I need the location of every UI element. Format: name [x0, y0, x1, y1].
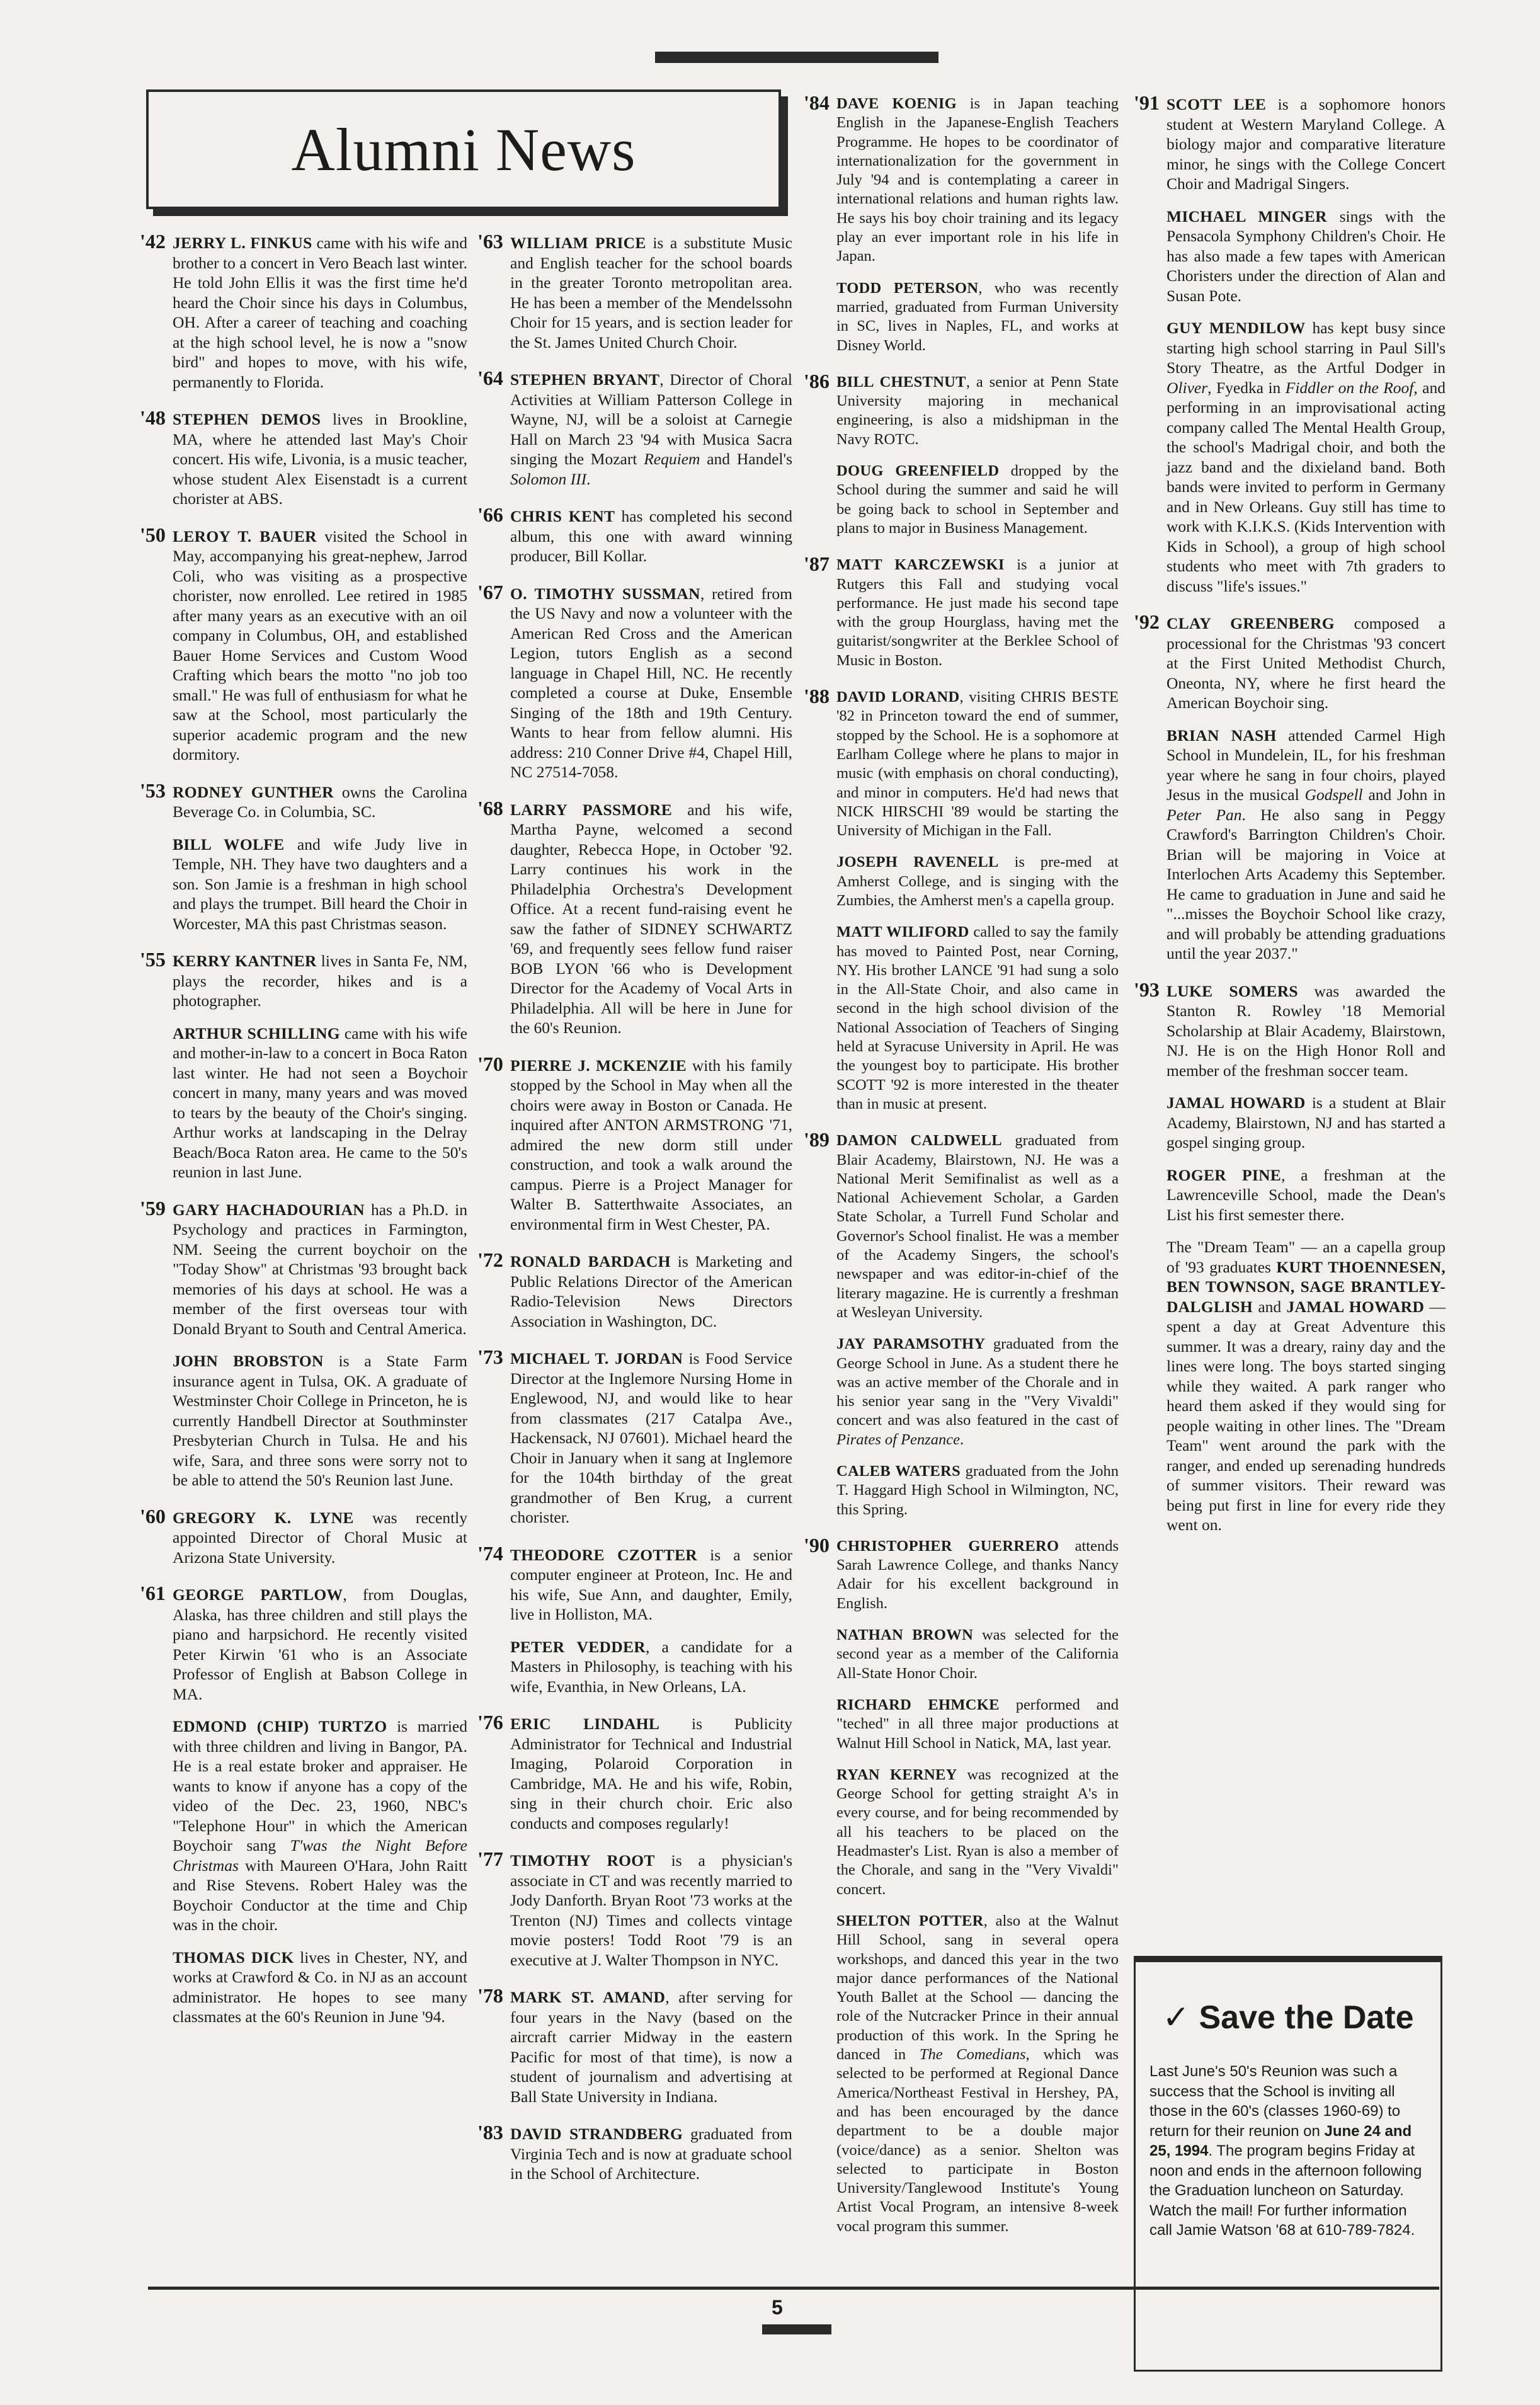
footer-rule: [148, 2287, 1439, 2290]
alumnus-name: DAVID STRANDBERG: [510, 2125, 683, 2143]
column-3: [804, 91, 1119, 2254]
alumni-note: [173, 951, 467, 1011]
alumnus-name: DAVE KOENIG: [836, 95, 957, 112]
alumni-note: [173, 233, 467, 392]
body-text: came with his wife and mother-in-law to a concert in Boca Raton last winter. He had not seen a Boychoir concert in many, many years and was moved to tears by the beauty of the Choir's singing. Arthur works at landscaping in the Delray Beach/Boca Raton area. He came to the 50's reunion in last June.: [173, 1024, 467, 1181]
title-text: Oliver: [1166, 378, 1208, 397]
body-text: is a physician's associate in CT and was recently married to Jody Danforth. Bryan Root '73 works at the Trenton (NJ) Times and collects vintage movie posters! Todd Root '79 is an executive at J. Walter Thompson in NYC.: [510, 1851, 792, 1969]
class-entry: [804, 552, 1119, 670]
body-text: with Maureen O'Hara, John Raitt and Rise Stevens. Robert Haley was the Boychoir Conductor at the time and Chip was in the choir.: [173, 1856, 467, 1934]
body-text: , Fyedka in: [1207, 378, 1286, 397]
body-text: attends Sarah Lawrence College, and thanks Nancy Adair for his excellent background in English.: [836, 1537, 1119, 1612]
class-year: '88: [804, 685, 830, 708]
alumnus-name: STEPHEN DEMOS: [173, 410, 321, 428]
alumnus-name: ARTHUR SCHILLING: [173, 1024, 340, 1043]
class-year: '78: [477, 1984, 503, 2007]
class-entry: [477, 230, 792, 352]
class-entry: [140, 1196, 468, 1490]
alumnus-name: KERRY KANTNER: [173, 952, 317, 970]
alumnus-name: JOHN BROBSTON: [173, 1352, 324, 1370]
class-year: '92: [1134, 610, 1160, 633]
alumni-note: [510, 2124, 792, 2184]
alumni-note: [836, 1131, 1119, 1322]
class-entry: [804, 685, 1119, 1114]
body-text: was awarded the Stanton R. Rowley '18 Memorial Scholarship at Blair Academy, Blairstown, NJ. He is on the High Honor Roll and member of the freshman soccer team.: [1166, 981, 1446, 1080]
alumni-note: [836, 1537, 1119, 1613]
alumni-note: [836, 853, 1119, 910]
alumni-note: [836, 1696, 1119, 1753]
body-text: was selected for the second year as a member of the California All-State Honor Choir.: [836, 1626, 1119, 1682]
body-text: performed and "teched" in all three major productions at Walnut Hill School in Natick, MA, last year.: [836, 1696, 1119, 1752]
body-text: and John in: [1362, 785, 1446, 804]
body-text: , who was recently married, graduated from Furman University in SC, lives in Naples, FL, and works at Disney World.: [836, 279, 1119, 354]
alumnus-name: MATT KARCZEWSKI: [836, 556, 1005, 574]
class-year: '48: [140, 406, 166, 429]
class-year: '59: [140, 1196, 166, 1220]
body-text: , from Douglas, Alaska, has three children and still plays the piano and harpsichord. He recently visited Peter Kirwin '61 who is an Associate Professor of English at Babson College in MA.: [173, 1585, 468, 1703]
alumnus-name: ROGER PINE: [1166, 1165, 1282, 1184]
body-text: . The program begins Friday at noon and ends in the afternoon following the Graduation luncheon on Saturday. Watch the mail! For further information call Jamie Watson '68 at 610-789-7824.: [1149, 2142, 1422, 2239]
body-text: lives in Chester, NY, and works at Crawford & Co. in NJ as an account administrator. He hopes to see many classmates at the 60's Reunion in June '94.: [173, 1948, 468, 2026]
title-text: Requiem: [644, 450, 700, 468]
class-year: '50: [140, 523, 166, 546]
class-year: '64: [477, 367, 503, 389]
date-text: June 24 and 25, 1994: [1149, 2122, 1412, 2159]
title-text: Fiddler on the Roof: [1285, 378, 1414, 397]
body-text: , a candidate for a Masters in Philosophy, is teaching with his wife, Evanthia, in New Orleans, LA.: [510, 1637, 792, 1696]
page-title: Alumni News: [291, 115, 636, 183]
body-text: was recently appointed Director of Choral Music at Arizona State University.: [173, 1508, 467, 1567]
class-entry: [477, 1052, 792, 1235]
alumnus-name: MARK ST. AMAND: [510, 1988, 666, 2006]
title-text: The Comedians: [919, 2046, 1026, 2064]
alumni-note: [1166, 318, 1446, 596]
alumnus-name: BRIAN NASH: [1166, 726, 1277, 745]
alumni-note: [510, 584, 792, 782]
class-entry: [477, 503, 792, 566]
alumnus-name: DOUG GREENFIELD: [836, 462, 1000, 480]
alumni-note: [510, 1714, 792, 1833]
alumnus-name: RODNEY GUNTHER: [173, 782, 334, 801]
alumnus-name: JAMAL HOWARD: [1286, 1297, 1425, 1316]
checkmark-icon: ✓: [1162, 1999, 1190, 2036]
alumni-note: [1166, 1237, 1446, 1535]
alumnus-name: NATHAN BROWN: [836, 1626, 974, 1644]
alumnus-name: RICHARD EHMCKE: [836, 1696, 1000, 1713]
alumni-note: [173, 1200, 467, 1339]
body-text: is a student at Blair Academy, Blairstown, NJ and has started a gospel singing group.: [1166, 1094, 1446, 1151]
alumni-note: [1166, 94, 1446, 194]
body-text: owns the Carolina Beverage Co. in Columbia, SC.: [173, 782, 467, 821]
class-year: '63: [477, 230, 503, 253]
body-text: . He also sang in Peggy Crawford's Barrington Children's Choir. Brian will be majoring in Voice at Interlochen Arts Academy this September. He came to graduation in June and said he "...misses the Boychoir School like crazy, and will probably be attending graduations until the year 2037.": [1166, 805, 1446, 963]
body-text: , retired from the US Navy and now a volunteer with the American Red Cross and the American Legion, tutors English as a second language in Chapel Hill, NC. He recently completed a course at Duke, Ensemble Singing of the 18th and 19th Century. Wants to hear from fellow alumni. His address: 210 Conner Drive #4, Chapel Hill, NC 27514-7058.: [510, 584, 793, 781]
body-text: and Handel's: [700, 450, 792, 468]
alumni-note: [510, 1545, 792, 1625]
class-year: '72: [477, 1248, 503, 1271]
alumni-note: [1166, 981, 1446, 1081]
alumnus-name: JERRY L. FINKUS: [173, 234, 312, 252]
alumnus-name: GREGORY K. LYNE: [173, 1508, 354, 1527]
body-text: graduated from Virginia Tech and is now at graduate school in the School of Architecture.: [510, 2125, 792, 2183]
body-text: .: [586, 469, 591, 488]
alumni-note: [510, 1252, 792, 1331]
body-text: attended Carmel High School in Mundelein, IL, for his freshman year where he sang in four choirs, played Jesus in the musical: [1166, 726, 1446, 804]
class-entry: [804, 369, 1119, 538]
alumnus-name: BILL CHESTNUT: [836, 373, 966, 391]
body-text: The "Dream Team" — an a capella group of '93 graduates: [1166, 1238, 1446, 1276]
alumnus-name: O. TIMOTHY SUSSMAN: [510, 584, 700, 603]
body-text: graduated from the George School in June. As a student there he was an active member of the Chorale and in his senior year sang in the "Very Vivaldi" concert and was also featured in the cast of: [836, 1335, 1119, 1429]
class-year: '87: [804, 552, 830, 576]
alumni-note: [173, 527, 467, 765]
class-year: '93: [1134, 978, 1160, 1001]
alumnus-name: MATT WILIFORD: [836, 923, 969, 941]
body-text: , also at the Walnut Hill School, sang in several opera workshops, and danced this year in the two major dance performances of the National Youth Ballet at the School — dancing the role of the Nutcracker Prince in their annual production of this work. In the Spring he danced in: [836, 1912, 1119, 2064]
body-text: — spent a day at Great Adventure this summer. It was a dreary, rainy day and the lines were long. The boys started singing while they waited. A park ranger who heard them asked if they would sing for people waiting in other lines. The "Dream Team" went around the park with the ranger, and ended up serenading hundreds of summer visitors. Their reward was being put first in line for every ride they went on.: [1166, 1297, 1446, 1534]
body-text: is a senior computer engineer at Proteon, Inc. He and his wife, Sue Ann, and daughter, Emily, live in Holliston, MA.: [510, 1545, 792, 1623]
alumnus-name: SHELTON POTTER: [836, 1912, 984, 1929]
body-text: graduated from the John T. Haggard High School in Wilmington, NC, this Spring.: [836, 1463, 1119, 1518]
column-4: [1134, 91, 1446, 1553]
alumnus-name: JAY PARAMSOTHY: [836, 1335, 986, 1353]
class-year: '77: [477, 1848, 503, 1870]
class-entry: [477, 2121, 792, 2184]
alumnus-name: CHRISTOPHER GUERRERO: [836, 1537, 1059, 1555]
alumni-note: [510, 233, 792, 352]
body-text: , a senior at Penn State University majoring in mechanical engineering, is also a midshipman in the Navy ROTC.: [836, 373, 1119, 448]
alumnus-name: PETER VEDDER: [510, 1637, 646, 1656]
alumnus-name: JAMAL HOWARD: [1166, 1094, 1306, 1112]
alumni-note: [173, 1508, 467, 1568]
save-the-date-heading: Save the Date: [1199, 1999, 1414, 2036]
body-text: sings with the Pensacola Symphony Children's Choir. He has also made a few tapes with American Choristers under the direction of Alan and Susan Pote.: [1166, 207, 1446, 305]
body-text: lives in Brookline, MA, where he attended last May's Choir concert. His wife, Livonia, is a music teacher, whose student Alex Eisenstadt is a current chorister at ABS.: [173, 410, 467, 508]
alumni-note: [836, 279, 1119, 355]
alumnus-name: EDMOND (CHIP) TURTZO: [173, 1717, 387, 1735]
class-entry: [804, 1533, 1119, 2236]
class-entry: [477, 1541, 792, 1697]
class-entry: [804, 91, 1119, 355]
save-the-date-box: [1134, 1956, 1442, 2372]
class-year: '70: [477, 1052, 503, 1075]
body-text: is a junior at Rutgers this Fall and studying vocal performance. He just made his second tape with the group Hourglass, having met the guitarist/songwriter at the Berklee School of Music in Boston.: [836, 556, 1119, 669]
alumni-note: [510, 1349, 792, 1528]
alumnus-name: LEROY T. BAUER: [173, 527, 317, 546]
save-the-date-body: [1149, 2062, 1427, 2241]
alumni-note: [173, 1948, 467, 2027]
class-entry: [140, 230, 467, 392]
alumnus-name: GUY MENDILOW: [1166, 319, 1306, 337]
title-text: Godspell: [1304, 785, 1363, 804]
alumni-note: [836, 688, 1119, 840]
alumni-note: [510, 1851, 792, 1970]
alumnus-name: CLAY GREENBERG: [1166, 614, 1335, 632]
body-text: was recognized at the George School for getting straight A's in every course, and for being recommended by all his teachers to be placed on the Headmaster's List. Ryan is also a member of the Chorale, and sang in the "Very Vivaldi" concert.: [836, 1766, 1119, 1898]
alumnus-name: MICHAEL MINGER: [1166, 207, 1327, 226]
body-text: , a freshman at the Lawrenceville School, made the Dean's List his first semester there.: [1166, 1165, 1446, 1224]
body-text: visited the School in May, accompanying his great-nephew, Jarrod Coli, who was visiting as a prospective chorister, now enrolled. Lee retired in 1985 after many years as an executive with an oil company in Columbus, OH, and established Bauer Home Services and Custom Wood Crafting which bears the motto "no job too small." He was full of enthusiasm for what he saw at the School, most particularly the superior academic program and the new dormitory.: [173, 527, 467, 763]
class-entry: [477, 1711, 792, 1833]
alumni-note: [510, 370, 792, 489]
alumnus-name: RONALD BARDACH: [510, 1252, 671, 1271]
class-year: '84: [804, 91, 830, 114]
body-text: , after serving for four years in the Navy (based on the aircraft carrier Midway in the eastern Pacific for most of that time), is now a student of journalism and advertising at Ball State University in Indiana.: [510, 1988, 792, 2106]
class-year: '68: [477, 796, 503, 820]
alumni-note: [1166, 726, 1446, 964]
alumnus-name: KURT THOENNESEN, BEN TOWNSON, SAGE BRANTLEY-DALGLISH: [1166, 1257, 1446, 1316]
alumni-note: [836, 373, 1119, 449]
alumni-note: [510, 506, 792, 566]
class-year: '67: [477, 580, 503, 603]
alumni-note: [836, 1462, 1119, 1519]
alumni-note: [836, 1912, 1119, 2236]
class-entry: [140, 1504, 467, 1568]
alumni-note: [173, 409, 467, 509]
class-entry: [477, 1248, 792, 1331]
alumnus-name: DAMON CALDWELL: [836, 1132, 1002, 1150]
class-entry: [804, 1128, 1119, 1519]
alumni-note: [836, 94, 1119, 266]
alumnus-name: MICHAEL T. JORDAN: [510, 1349, 683, 1368]
class-entry: [477, 367, 792, 489]
page-number: 5: [772, 2296, 783, 2319]
alumni-note: [836, 462, 1119, 538]
alumnus-name: GEORGE PARTLOW: [173, 1585, 343, 1604]
body-text: and wife Judy live in Temple, NH. They have two daughters and a son. Son Jamie is a freshman in high school and plays the trumpet. Bill heard the Choir in Worcester, MA this past Christmas season.: [173, 835, 468, 933]
title-text: Solomon III: [510, 469, 587, 488]
body-text: has a Ph.D. in Psychology and practices in Farmington, NM. Seeing the current boychoir on the "Today Show" at Christmas '93 brought back memories of his days at school. He was a member of the first overseas tour with Donald Bryant to South and Central America.: [173, 1200, 467, 1338]
alumni-note: [836, 1335, 1119, 1449]
header-bar: [655, 52, 938, 63]
alumni-note: [510, 1056, 792, 1235]
column-1: [140, 230, 468, 2045]
alumni-note: [510, 1637, 792, 1697]
body-text: has completed his second album, this one with award winning producer, Bill Kollar.: [510, 507, 792, 565]
alumnus-name: CHRIS KENT: [510, 507, 615, 525]
alumnus-name: JOSEPH RAVENELL: [836, 854, 999, 871]
class-year: '74: [477, 1541, 503, 1565]
alumnus-name: CALEB WATERS: [836, 1463, 961, 1480]
body-text: is Publicity Administrator for Technical and Industrial Imaging, Polaroid Corporation in Cambridge, MA. He and his wife, Robin, sing in their church choir. Eric also conducts and composes regularly!: [510, 1715, 792, 1832]
alumni-note: [173, 1717, 467, 1935]
alumni-note: [173, 782, 467, 822]
class-year: '76: [477, 1711, 503, 1734]
title-text: Peter Pan: [1166, 805, 1242, 824]
alumnus-name: ERIC LINDAHL: [510, 1715, 660, 1733]
class-entry: [140, 948, 467, 1182]
body-text: is a substitute Music and English teacher for the school boards in the greater Toronto metropolitan area. He has been a member of the Mendelssohn Choir for 15 years, and is section leader for the St. James United Church Choir.: [510, 234, 792, 351]
class-year: '73: [477, 1345, 503, 1368]
alumnus-name: PIERRE J. MCKENZIE: [510, 1056, 687, 1075]
alumni-note: [173, 1024, 467, 1182]
body-text: called to say the family has moved to Painted Post, near Corning, NY. His brother LANCE '91 had sung a solo in the All-State Choir, and also came in second in the high school division of the National Association of Teachers of Singing held at Syracuse University in April. He was the youngest boy to participate. His brother SCOTT '92 is more interested in the theater than in music at present.: [836, 923, 1119, 1112]
class-year: '90: [804, 1533, 830, 1557]
body-text: .: [959, 1431, 964, 1448]
alumnus-name: TIMOTHY ROOT: [510, 1851, 655, 1870]
alumni-note: [1166, 1165, 1446, 1225]
body-text: lives in Santa Fe, NM, plays the recorder, hikes and is a photographer.: [173, 952, 467, 1010]
alumni-note: [836, 923, 1119, 1114]
alumnus-name: GARY HACHADOURIAN: [173, 1200, 365, 1219]
body-text: , and performing in an improvisational acting company called The Mental Health Group, the school's Madrigal choir, and both the jazz band and the dixieland band. Both bands were invited to perform in Germany and in New Orleans. Guy still has time to work with K.I.K.S. (Kids Intervention with Kids in School), a group of high school students who meet with 7th graders to discuss "life's issues.": [1166, 378, 1446, 595]
class-year: '89: [804, 1128, 830, 1151]
body-text: is a sophomore honors student at Western Maryland College. A biology major and comparative literature minor, he sings with the College Concert Choir and Madrigal Singers.: [1166, 95, 1446, 193]
class-entry: [140, 1582, 468, 2027]
alumni-note: [836, 1766, 1119, 1899]
alumnus-name: LARRY PASSMORE: [510, 800, 673, 819]
body-text: Last June's 50's Reunion was such a success that the School is inviting all those in the 60's (classes 1960-69) to return for their reunion on: [1149, 2063, 1401, 2140]
class-year: '53: [140, 779, 166, 802]
title-text: Pirates of Penzance: [836, 1431, 960, 1448]
body-text: came with his wife and brother to a concert in Vero Beach last winter. He told John Ellis it was the first time he'd heard the Choir since his days in Columbus, OH. After a career of teaching and coaching at the high school level, he is now a "snow bird" and hopes to move, with his wife, permanently to Florida.: [173, 234, 467, 391]
alumnus-name: WILLIAM PRICE: [510, 234, 646, 252]
class-year: '66: [477, 503, 503, 526]
class-entry: [477, 580, 793, 782]
class-year: '83: [477, 2121, 503, 2144]
class-entry: [140, 523, 467, 765]
alumni-note: [1166, 207, 1446, 306]
body-text: has kept busy since starting high school starring in Paul Sill's Story Theatre, as the Artful Dodger in: [1166, 319, 1446, 377]
class-year: '55: [140, 948, 166, 971]
body-text: is Marketing and Public Relations Director of the American Radio-Television News Directors Association in Washington, DC.: [510, 1252, 792, 1330]
alumnus-name: TODD PETERSON: [836, 279, 979, 297]
alumnus-name: BILL WOLFE: [173, 835, 285, 854]
class-entry: [1134, 978, 1446, 1535]
alumni-note: [1166, 614, 1446, 713]
save-the-date-title: [1149, 1999, 1427, 2037]
body-text: is Food Service Director at the Inglemore Nursing Home in Englewood, NJ, and would like to hear from classmates (217 Catalpa Ave., Hackensack, NJ 07601). Michael heard the Choir in January when it sang at Inglemore for the 104th birthday of the great grandmother of Ben Krug, a current chorister.: [510, 1349, 792, 1526]
body-text: and: [1253, 1297, 1287, 1316]
alumnus-name: DAVID LORAND: [836, 688, 960, 706]
alumni-note: [836, 1626, 1119, 1683]
body-text: is pre-med at Amherst College, and is singing with the Zumbies, the Amherst men's a capella group.: [836, 854, 1119, 909]
body-text: graduated from Blair Academy, Blairstown, NJ. He was a National Merit Semifinalist as well as a National Achievement Scholar, a Garden State Scholar, a Turrell Fund Scholar and Governor's School finalist. He was a member of the Academy Singers, the school's newspaper and was editor-in-chief of the literary magazine. He is currently a freshman at Wesleyan University.: [836, 1132, 1119, 1321]
body-text: with his family stopped by the School in May when all the choirs were away in Boston or Canada. He inquired after ANTON ARMSTRONG '71, admired the new dorm still under construction, and took a walk around the campus. Pierre is a Project Manager for Walter B. Satterthwaite Associates, an environmental firm in West Chester, PA.: [510, 1056, 792, 1233]
class-entry: [477, 1345, 792, 1528]
alumnus-name: LUKE SOMERS: [1166, 981, 1298, 1000]
alumnus-name: THEODORE CZOTTER: [510, 1545, 697, 1564]
body-text: , visiting CHRIS BESTE '82 in Princeton toward the end of summer, stopped by the School. He is a sophomore at Earlham College where he plans to major in music (with emphasis on choral conducting), and minor in computers. He'd had news that NICK HIRSCHI '89 would be starting the University of Michigan in the Fall.: [836, 688, 1119, 840]
class-year: '42: [140, 230, 166, 253]
alumni-note: [1166, 1093, 1446, 1153]
class-year: '60: [140, 1504, 166, 1528]
class-year: '61: [140, 1582, 166, 1604]
class-entry: [477, 796, 792, 1038]
masthead-box: [146, 89, 781, 209]
body-text: composed a processional for the Christmas '93 concert at the First United Methodist Church, Oneonta, NY, where he first heard the American Boychoir sing.: [1166, 614, 1446, 712]
title-text: T'was the Night Before Christmas: [173, 1836, 467, 1875]
alumnus-name: STEPHEN BRYANT: [510, 370, 660, 389]
alumni-note: [173, 835, 467, 934]
body-text: and his wife, Martha Payne, welcomed a second daughter, Rebecca Hope, in October '92. Larry continues his work in the Philadelphia Orchestra's Development Office. At a recent fund-raising event he saw the father of SIDNEY SCHWARTZ '69, and frequently sees fellow fund raiser BOB LYON '66 who is Development Director for the Academy of Vocal Arts in Philadelphia. All will be here in June for the 60's Reunion.: [510, 800, 792, 1037]
alumni-note: [510, 800, 792, 1038]
class-year: '91: [1134, 91, 1160, 114]
class-entry: [140, 779, 468, 934]
class-entry: [477, 1848, 792, 1970]
class-entry: [140, 406, 467, 509]
body-text: , which was selected to be performed at Regional Dance America/Northeast Festival in Hershey, PA, and has been encouraged by the dance department to be a double major (voice/dance) as a senior. Shelton was selected to participate in Boston University/Tanglewood Institute's Young Artist Vocal Program, an intensive 8-week vocal program this summer.: [836, 2046, 1119, 2235]
class-entry: [477, 1984, 792, 2106]
body-text: is in Japan teaching English in the Japanese-English Teachers Programme. He hopes to be coordinator of internationalization for the government in July '94 and is contemplating a career in international relations and human rights law. He says his boy choir training and its legacy play an ever important role in his life in Japan.: [836, 95, 1119, 265]
class-year: '86: [804, 369, 830, 392]
alumnus-name: RYAN KERNEY: [836, 1766, 957, 1783]
body-text: is married with three children and living in Bangor, PA. He is a real estate broker and appraiser. He wants to know if anyone has a copy of the video of the Dec. 23, 1960, NBC's "Telephone Hour" in which the American Boychoir sang: [173, 1717, 467, 1854]
body-text: is a State Farm insurance agent in Tulsa, OK. A graduate of Westminster Choir College in Princeton, he is currently Handbell Director at Southminster Presbyterian Church in Tulsa. He and his wife, Sara, and three sons were sorry not to be able to attend the 50's Reunion last June.: [173, 1352, 468, 1489]
alumnus-name: THOMAS DICK: [173, 1948, 294, 1967]
column-2: [477, 230, 793, 2202]
alumni-note: [173, 1351, 467, 1490]
alumnus-name: SCOTT LEE: [1166, 95, 1267, 113]
body-text: dropped by the School during the summer and said he will be going back to school in September and plans to major in Business Management.: [836, 462, 1119, 537]
class-entry: [1134, 91, 1446, 596]
alumni-note: [510, 1987, 792, 2106]
alumni-note: [173, 1585, 467, 1704]
alumni-note: [836, 556, 1119, 670]
footer-bar: [762, 2324, 831, 2334]
body-text: , Director of Choral Activities at William Patterson College in Wayne, NJ, will be a soloist at Carnegie Hall on March 23 '94 with Musica Sacra singing the Mozart: [510, 370, 792, 468]
class-entry: [1134, 610, 1446, 964]
